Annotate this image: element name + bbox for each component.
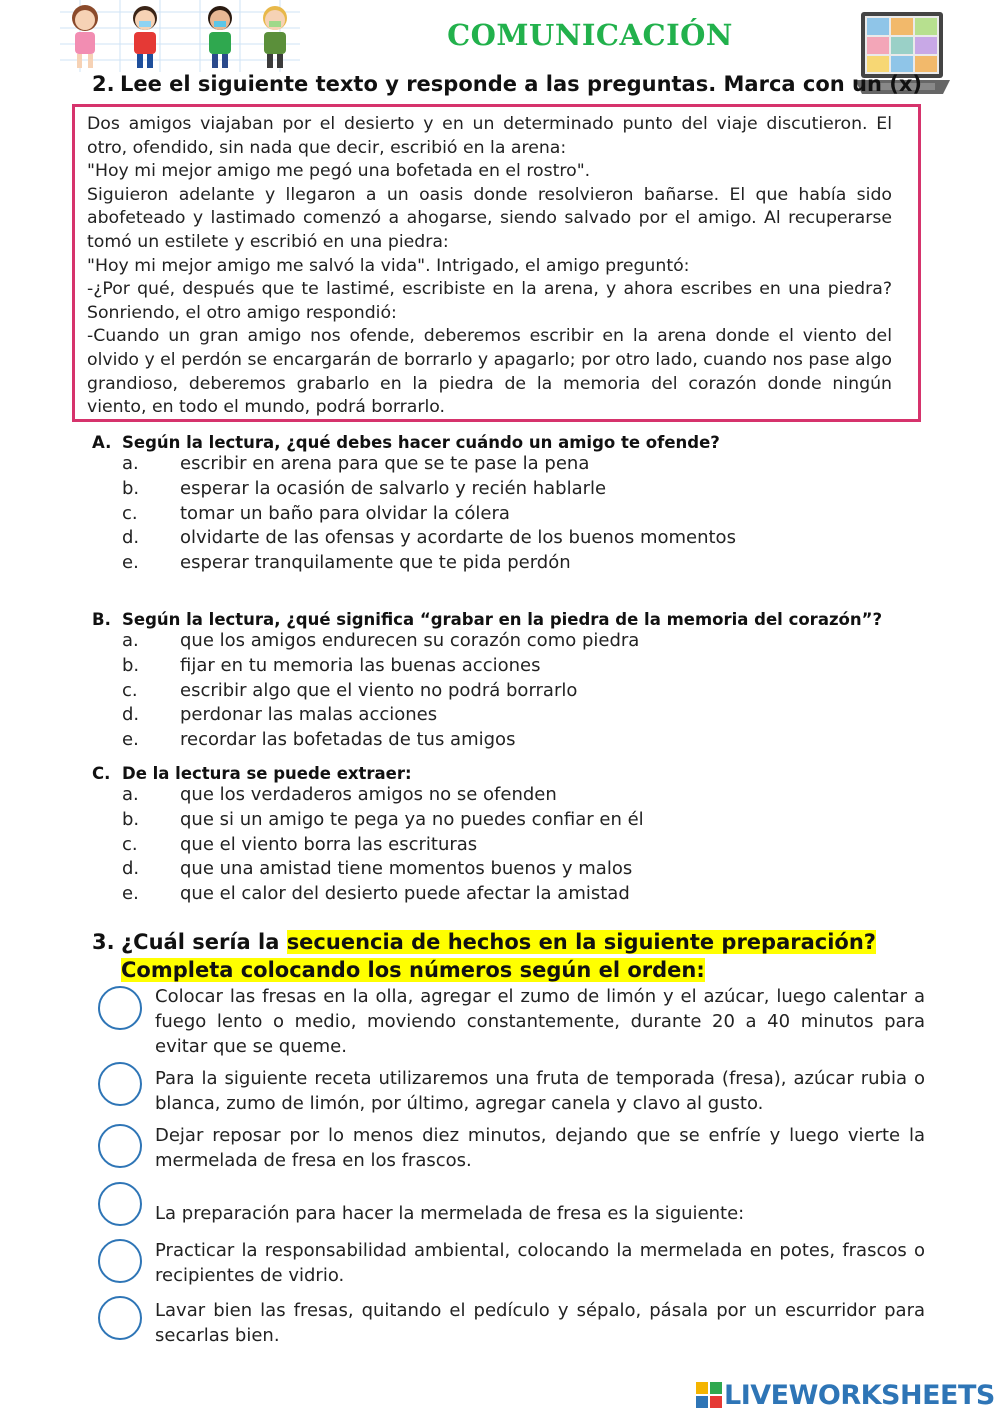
question-2-text: Lee el siguiente texto y responde a las preguntas. Marca con un (x): [120, 72, 922, 96]
reading-paragraph: "Hoy mi mejor amigo me salvó la vida". Intrigado, el amigo preguntó:: [87, 255, 690, 276]
question-3-number: 3.: [92, 930, 115, 954]
option-item[interactable]: [122, 857, 644, 882]
question-c: [92, 764, 644, 907]
reading-paragraph: Siguieron adelante y llegaron a un oasis donde resolvieron bañarse. El que había sido abofeteado y lastimado comenzó a ahogarse, siendo salvado por el amigo. Al recuperarse tomó un estilete y escribió en una piedra:: [87, 184, 892, 252]
kid-icon-1: [72, 5, 98, 68]
option-letter: b.: [122, 654, 140, 676]
option-text: fijar en tu memoria las buenas acciones: [180, 654, 541, 676]
step-text-6: Lavar bien las fresas, quitando el pedículo y sépalo, pásala por un escurridor para secarlas bien.: [155, 1300, 925, 1346]
order-number-circle-3[interactable]: [98, 1124, 142, 1168]
reading-paragraph: "Hoy mi mejor amigo me pegó una bofetada en el rostro".: [87, 161, 591, 182]
step-text-2: Para la siguiente receta utilizaremos una fruta de temporada (fresa), azúcar rubia o blanca, zumo de limón, por último, agregar canela y clavo al gusto.: [155, 1068, 925, 1114]
question-3-lead: ¿Cuál sería la: [121, 930, 287, 954]
brand-name: LIVEWORKSHEETS: [724, 1379, 995, 1411]
option-letter: e.: [122, 883, 139, 905]
order-number-circle-2[interactable]: [98, 1062, 142, 1106]
step-text-5: Practicar la responsabilidad ambiental, colocando la mermelada en potes, frascos o recipientes de vidrio.: [155, 1240, 925, 1286]
order-number-circle-1[interactable]: [98, 986, 142, 1030]
question-text: Según la lectura, ¿qué debes hacer cuándo un amigo te ofende?: [122, 433, 720, 452]
order-number-circle-5[interactable]: [98, 1239, 142, 1283]
option-item[interactable]: [122, 882, 644, 907]
option-letter: d.: [122, 527, 140, 549]
question-3-highlight-1: secuencia de hechos en la siguiente preparación?: [286, 930, 876, 954]
option-letter: d.: [122, 858, 140, 880]
option-text: olvidarte de las ofensas y acordarte de los buenos momentos: [180, 527, 736, 549]
option-item[interactable]: [122, 526, 736, 551]
question-a-heading: [92, 433, 736, 452]
liveworksheets-logo-icon: [696, 1382, 722, 1408]
option-text: que los amigos endurecen su corazón como piedra: [180, 630, 640, 651]
option-item[interactable]: [122, 477, 736, 502]
option-text: tomar un baño para olvidar la cólera: [180, 502, 510, 524]
question-c-heading: [92, 764, 644, 783]
question-a: [92, 433, 736, 576]
order-number-circle-6[interactable]: [98, 1296, 142, 1340]
option-letter: a.: [122, 453, 139, 474]
step-text-1: Colocar las fresas en la olla, agregar el zumo de limón y el azúcar, luego calentar a fuego lento o medio, moviendo constantemente, durante 20 a 40 minutos para evitar que se queme.: [155, 986, 925, 1057]
options-list: [122, 452, 736, 576]
step-text-3: Dejar reposar por lo menos diez minutos, dejando que se enfríe y luego vierte la mermelada de fresa en los frascos.: [155, 1125, 925, 1171]
kid-icon-4: [263, 6, 287, 68]
option-text: que si un amigo te pega ya no puedes confiar en él: [180, 808, 644, 830]
option-letter: b.: [122, 808, 140, 830]
question-text: De la lectura se puede extraer:: [122, 764, 412, 783]
option-item[interactable]: [122, 728, 882, 753]
question-b: [92, 610, 882, 753]
reading-paragraph: Dos amigos viajaban por el desierto y en un determinado punto del viaje discutieron. El otro, ofendido, sin nada que decir, escribió en la arena:: [87, 114, 892, 158]
question-3-heading: [92, 928, 952, 984]
option-text: que los verdaderos amigos no se ofenden: [180, 784, 557, 805]
option-letter: d.: [122, 704, 140, 726]
question-b-heading: [92, 610, 882, 629]
option-item[interactable]: [122, 551, 736, 576]
option-letter: b.: [122, 477, 140, 499]
question-3-highlight-2: Completa colocando los números según el orden:: [121, 958, 705, 982]
order-number-circle-4[interactable]: [98, 1182, 142, 1226]
question-2-number: 2.: [92, 72, 115, 96]
option-letter: c.: [122, 502, 138, 524]
option-text: escribir algo que el viento no podrá borrarlo: [180, 679, 578, 701]
option-item[interactable]: [122, 783, 644, 808]
option-text: recordar las bofetadas de tus amigos: [180, 729, 516, 751]
option-text: que el calor del desierto puede afectar la amistad: [180, 883, 630, 905]
kid-icon-2: [133, 6, 157, 68]
option-letter: c.: [122, 833, 138, 855]
option-item[interactable]: [122, 833, 644, 858]
option-letter: a.: [122, 784, 139, 805]
question-letter: A.: [92, 433, 112, 452]
option-item[interactable]: [122, 679, 882, 704]
option-text: esperar la ocasión de salvarlo y recién hablarle: [180, 477, 607, 499]
option-item[interactable]: [122, 629, 882, 654]
option-letter: a.: [122, 630, 139, 651]
option-letter: e.: [122, 729, 139, 751]
option-letter: c.: [122, 679, 138, 701]
options-list: [122, 783, 644, 907]
option-item[interactable]: [122, 452, 736, 477]
option-letter: e.: [122, 552, 139, 574]
reading-paragraph: -¿Por qué, después que te lastimé, escribiste en la arena, y ahora escribes en una piedra? Sonriendo, el otro amigo respondió:: [87, 279, 892, 323]
question-letter: C.: [92, 764, 111, 783]
option-item[interactable]: [122, 502, 736, 527]
options-list: [122, 629, 882, 753]
option-item[interactable]: [122, 703, 882, 728]
reading-passage-box: [72, 104, 921, 422]
option-item[interactable]: [122, 808, 644, 833]
reading-paragraph: -Cuando un gran amigo nos ofende, deberemos escribir en la arena donde el viento del olvido y el perdón se encargarán de borrarlo y apagarlo; por otro lado, cuando nos pase algo grandioso, deberemos grabarlo en la piedra de la memoria del corazón donde ningún viento, en todo el mundo, podrá borrarlo.: [87, 326, 892, 418]
question-letter: B.: [92, 610, 111, 629]
option-text: que el viento borra las escrituras: [180, 833, 478, 855]
question-2-heading: [92, 72, 922, 96]
option-item[interactable]: [122, 654, 882, 679]
kid-icon-3: [208, 6, 232, 68]
option-text: escribir en arena para que se te pase la pena: [180, 453, 590, 474]
page-title: COMUNICACIÓN: [447, 18, 733, 52]
option-text: perdonar las malas acciones: [180, 704, 438, 726]
liveworksheets-logo: [696, 1378, 995, 1412]
option-text: que una amistad tiene momentos buenos y malos: [180, 858, 633, 880]
option-text: esperar tranquilamente que te pida perdón: [180, 552, 571, 574]
step-text-4: La preparación para hacer la mermelada de fresa es la siguiente:: [155, 1203, 745, 1224]
children-illustration: [60, 0, 300, 72]
question-text: Según la lectura, ¿qué significa “grabar en la piedra de la memoria del corazón”?: [122, 610, 883, 629]
